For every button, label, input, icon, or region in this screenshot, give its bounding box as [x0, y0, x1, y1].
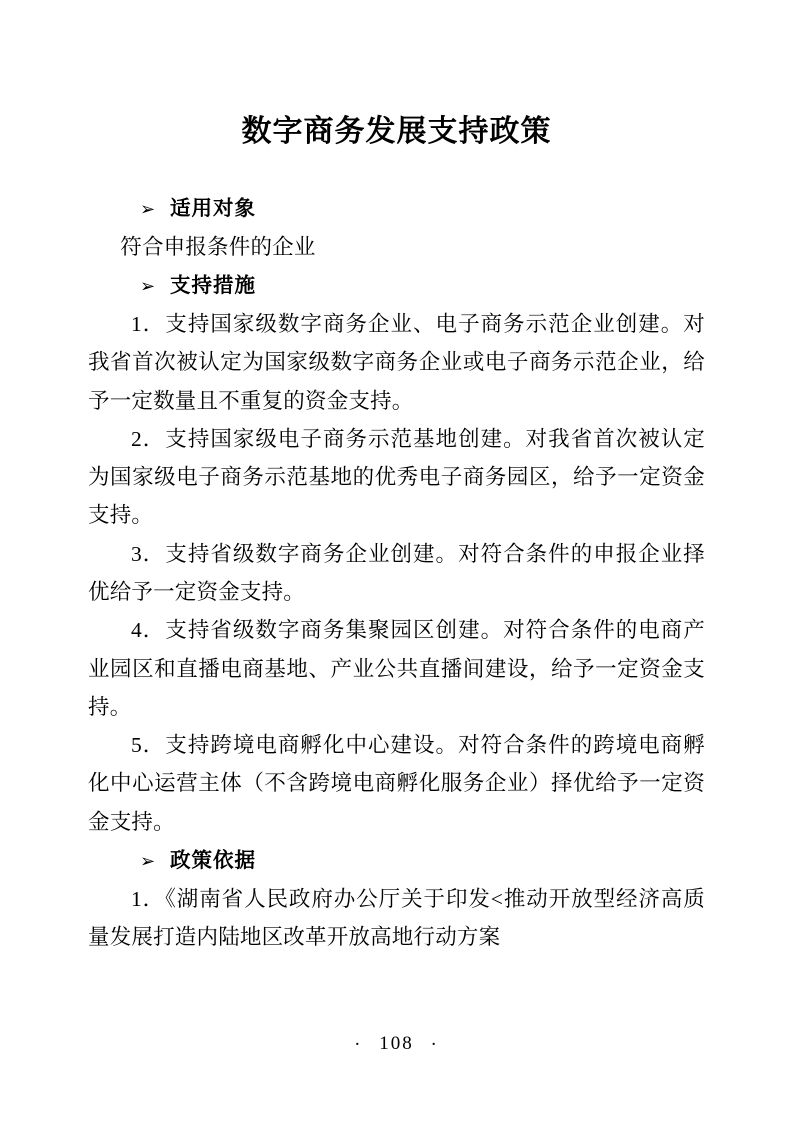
paragraph: 5．支持跨境电商孵化中心建设。对符合条件的跨境电商孵化中心运营主体（不含跨境电商孵化服务企业）择优给予一定资金支持。 [88, 733, 705, 834]
footer-dot-right: · [430, 1034, 439, 1055]
section-heading-label: 适用对象 [170, 196, 256, 220]
paragraph: 1．支持国家级数字商务企业、电子商务示范企业创建。对我省首次被认定为国家级数字商务企业或电子商务示范企业，给予一定数量且不重复的资金支持。 [88, 312, 705, 413]
section-heading-support-measures [88, 266, 705, 305]
paragraph: 1．《湖南省人民政府办公厅关于印发<推动开放型经济高质量发展打造内陆地区改革开放高地行动方案 [88, 886, 705, 950]
section-heading-applicable-targets [88, 189, 705, 228]
section-heading-label: 支持措施 [170, 273, 256, 298]
section-heading-policy-basis [88, 841, 705, 880]
page-number: 108 [379, 1033, 414, 1055]
arrow-bullet-icon: ➢ [140, 850, 156, 872]
paragraph: 4．支持省级数字商务集聚园区创建。对符合条件的电商产业园区和直播电商基地、产业公共直播间建设，给予一定资金支持。 [88, 618, 705, 719]
page-footer [0, 1033, 793, 1056]
paragraph: 3．支持省级数字商务企业创建。对符合条件的申报企业择优给予一定资金支持。 [88, 541, 705, 604]
arrow-bullet-icon: ➢ [140, 199, 156, 220]
footer-dot-left: · [354, 1034, 363, 1055]
section-heading-label: 政策依据 [170, 847, 256, 872]
document-body [88, 189, 705, 956]
paragraph: 2．支持国家级电子商务示范基地创建。对我省首次被认定为国家级电子商务示范基地的优秀电子商务园区，给予一定资金支持。 [88, 426, 705, 528]
arrow-bullet-icon: ➢ [140, 276, 156, 298]
page-title: 数字商务发展支持政策 [241, 114, 552, 149]
paragraph: 符合申报条件的企业 [120, 234, 316, 259]
